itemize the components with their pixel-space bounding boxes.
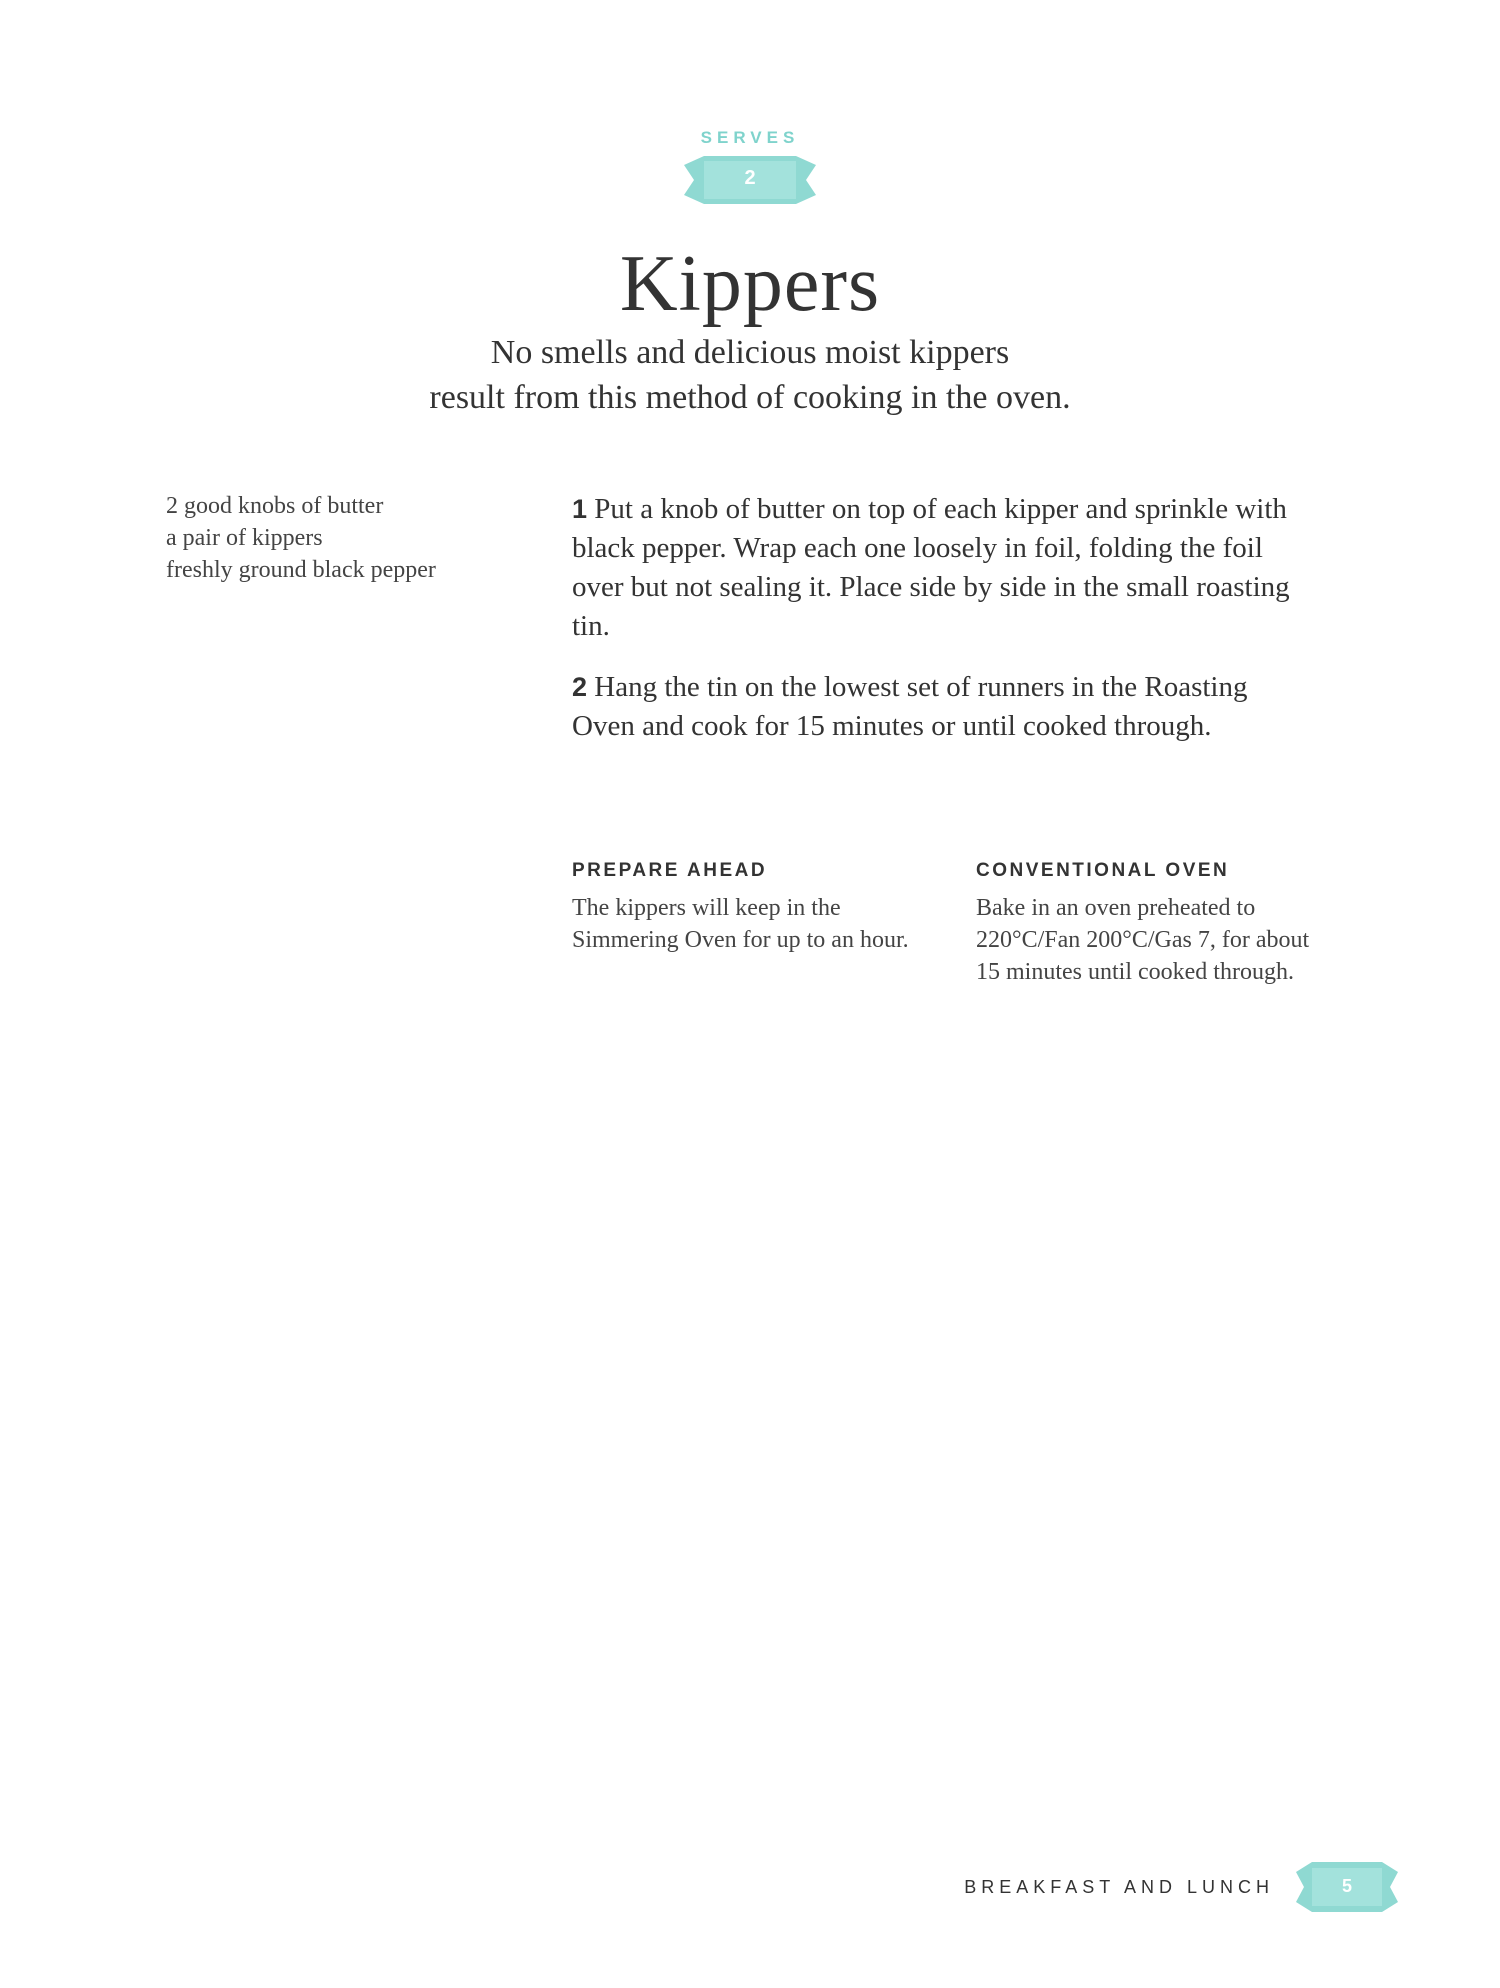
method-step xyxy=(572,668,1292,746)
ingredient-item: freshly ground black pepper xyxy=(166,557,436,583)
serves-count: 2 xyxy=(744,167,756,189)
ingredient-item: 2 good knobs of butter xyxy=(166,493,384,519)
recipe-subtitle xyxy=(0,330,1500,420)
ingredient-item: a pair of kippers xyxy=(166,525,323,551)
serves-badge xyxy=(684,156,816,204)
serves-label: SERVES xyxy=(700,128,800,147)
step-number: 1 xyxy=(572,494,588,524)
note-body: The kippers will keep in the Simmering Oven for up to an hour. xyxy=(572,895,909,953)
step-number: 2 xyxy=(572,672,588,702)
note-body: Bake in an oven preheated to 220°C/Fan 200°C/Gas 7, for about 15 minutes until cooked through. xyxy=(976,895,1310,985)
subtitle-line: result from this method of cooking in the oven. xyxy=(429,379,1071,416)
method-step xyxy=(572,490,1292,646)
serves-indicator xyxy=(0,128,1500,204)
section-name: BREAKFAST AND LUNCH xyxy=(964,1877,1274,1897)
subtitle-line: No smells and delicious moist kippers xyxy=(490,334,1010,371)
prepare-ahead-note xyxy=(572,860,912,956)
page-number-badge xyxy=(1296,1862,1398,1912)
step-text: Hang the tin on the lowest set of runners in the Roasting Oven and cook for 15 minutes or until cooked through. xyxy=(572,671,1248,742)
recipe-title: Kippers xyxy=(619,240,881,328)
ingredients-list xyxy=(166,490,466,586)
page-footer xyxy=(0,1862,1500,1912)
method-steps xyxy=(572,490,1292,768)
conventional-oven-note xyxy=(976,860,1316,988)
step-text: Put a knob of butter on top of each kipper and sprinkle with black pepper. Wrap each one loosely in foil, folding the foil over but not sealing it. Place side by side in the small roasting tin. xyxy=(572,493,1290,642)
page-number: 5 xyxy=(1341,1876,1352,1896)
note-heading: PREPARE AHEAD xyxy=(572,860,768,881)
note-heading: CONVENTIONAL OVEN xyxy=(976,860,1230,881)
